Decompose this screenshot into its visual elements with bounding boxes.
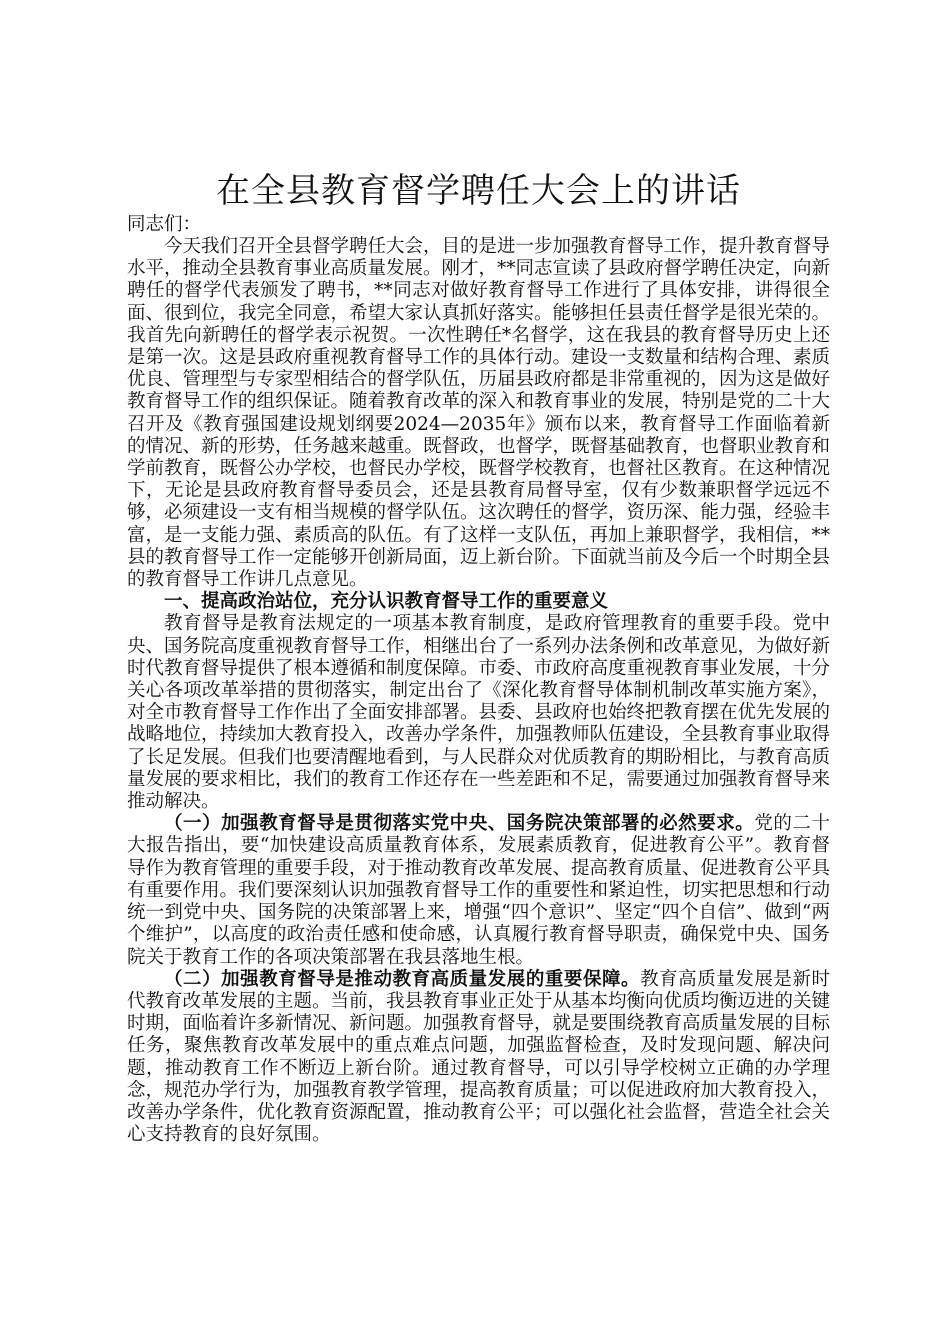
subsection-2-lead: （二）加强教育督导是推动教育高质量发展的重要保障。 — [164, 968, 641, 990]
subsection-2-paragraph — [127, 969, 830, 1147]
subsection-1-lead: （一）加强教育督导是贯彻落实党中央、国务院决策部署的必然要求。 — [164, 813, 755, 835]
subsection-2-body: 教育高质量发展是新时代教育改革发展的主题。当前，我县教育事业正处于从基本均衡向优质均衡迈进的关键时期，面临着许多新情况、新问题。加强教育督导，就是要围绕教育高质量发展的目标任务，聚焦教育改革发展中的重点难点问题，加强监督检查，及时发现问题、解决问题，推动教育工作不断迈上新台阶。通过教育督导，可以引导学校树立正确的办学理念，规范办学行为，加强教育教学管理，提高教育质量；可以促进政府加大教育投入，改善办学条件，优化教育资源配置，推动教育公平；可以强化社会监督，营造全社会关心支持教育的良好氛围。 — [127, 968, 831, 1146]
salutation: 同志们： — [127, 214, 202, 235]
subsection-1-paragraph — [127, 813, 830, 968]
intro-paragraph: 今天我们召开全县督学聘任大会，目的是进一步加强教育督导工作，提升教育督导水平，推动全县教育事业高质量发展。刚才，**同志宣读了县政府督学聘任决定，向新聘任的督学代表颁发了聘书，**同志对做好教育督导工作进行了具体安排，讲得很全面、很到位，我完全同意，希望大家认真抓好落实。能够担任县责任督学是很光荣的。我首先向新聘任的督学表示祝贺。一次性聘任*名督学，这在我县的教育督导历史上还是第一次。这是县政府重视教育督导工作的具体行动。建设一支数量和结构合理、素质优良、管理型与专家型相结合的督学队伍，历届县政府都是非常重视的，因为这是做好教育督导工作的组织保证。随着教育改革的深入和教育事业的发展，特别是党的二十大召开及《教育强国建设规划纲要2024—2035年》颁布以来，教育督导工作面临着新的情况、新的形势，任务越来越重。既督政，也督学，既督基础教育，也督职业教育和学前教育，既督公办学校，也督民办学校，既督学校教育，也督社区教育。在这种情况下，无论是县政府教育督导委员会，还是县教育局督导室，仅有少数兼职督学远远不够，必须建设一支有相当规模的督学队伍。这次聘任的督学，资历深、能力强，经验丰富，是一支能力强、素质高的队伍。有了这样一支队伍，再加上兼职督学，我相信，**县的教育督导工作一定能够开创新局面，迈上新台阶。下面就当前及今后一个时期全县的教育督导工作讲几点意见。 — [127, 236, 831, 591]
section-1-paragraph: 教育督导是教育法规定的一项基本教育制度，是政府管理教育的重要手段。党中央、国务院高度重视教育督导工作，相继出台了一系列办法条例和改革意见，为做好新时代教育督导提供了根本遵循和制度保障。市委、市政府高度重视教育事业发展，十分关心各项改革举措的贯彻落实，制定出台了《深化教育督导体制机制改革实施方案》，对全市教育督导工作作出了全面安排部署。县委、县政府也始终把教育摆在优先发展的战略地位，持续加大教育投入，改善办学条件，加强教师队伍建设，全县教育事业取得了长足发展。但我们也要清醒地看到，与人民群众对优质教育的期盼相比，与教育高质量发展的要求相比，我们的教育工作还存在一些差距和不足，需要通过加强教育督导来推动解决。 — [127, 613, 831, 813]
document-title: 在全县教育督学聘任大会上的讲话 — [216, 171, 741, 211]
section-1-heading: 一、提高政治站位，充分认识教育督导工作的重要意义 — [164, 591, 609, 613]
document-page — [127, 168, 830, 1146]
subsection-1-body: 党的二十大报告指出，要“加快建设高质量教育体系，发展素质教育，促进教育公平”。教育督导作为教育管理的重要手段，对于推动教育改革发展、提高教育质量、促进教育公平具有重要作用。我们要深刻认识加强教育督导工作的重要性和紧迫性，切实把思想和行动统一到党中央、国务院的决策部署上来，增强“四个意识”、坚定“四个自信”、做到“两个维护”，以高度的政治责任感和使命感，认真履行教育督导职责，确保党中央、国务院关于教育工作的各项决策部署在我县落地生根。 — [127, 813, 831, 968]
